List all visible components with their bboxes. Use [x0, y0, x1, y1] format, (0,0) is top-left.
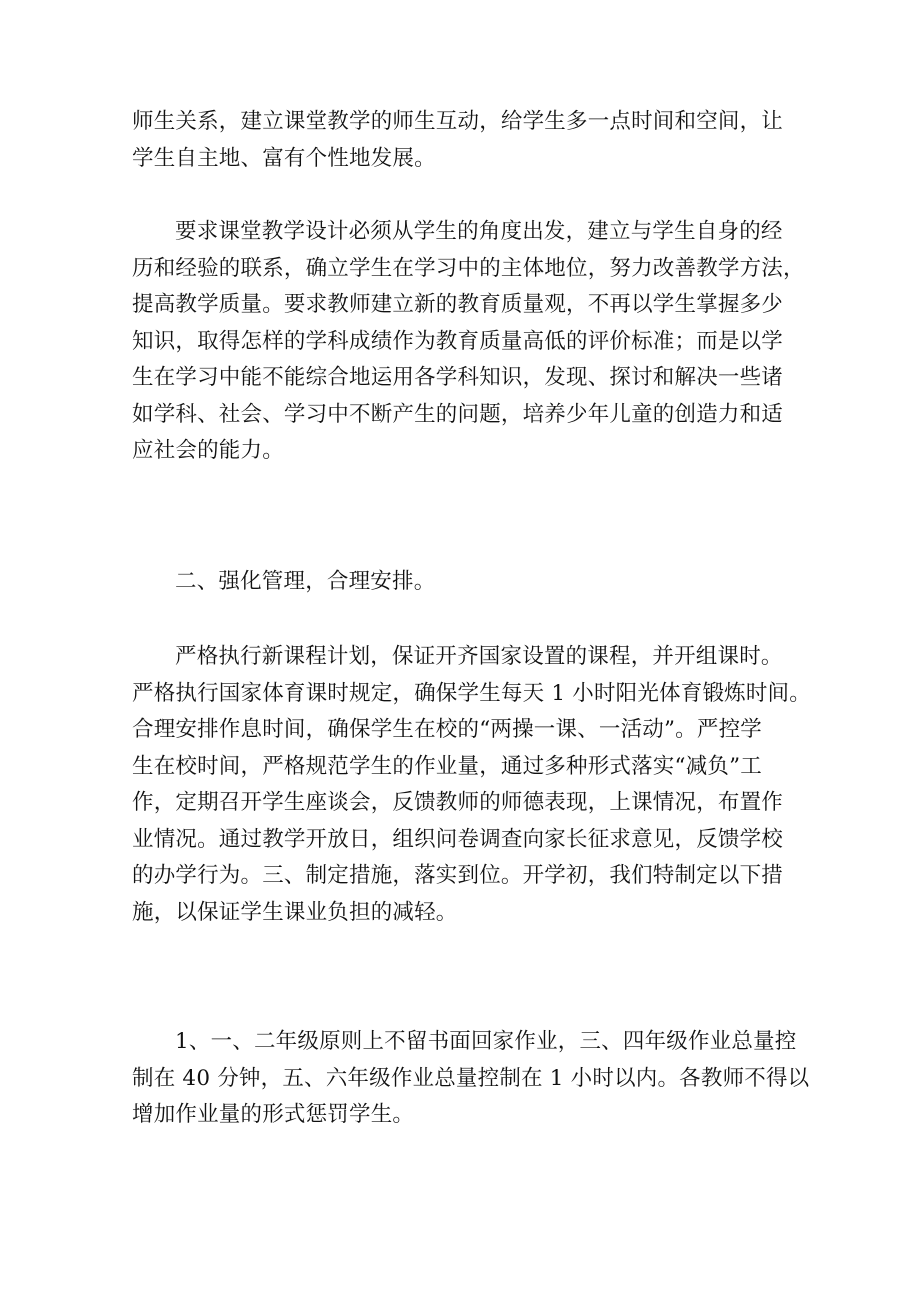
section-heading-management — [132, 564, 812, 601]
text-line: 的办学行为。三、制定措施，落实到位。开学初，我们特制定以下措 — [132, 863, 784, 888]
paragraph-homework-limits — [132, 1024, 812, 1134]
text-line: 业情况。通过教学开放日，组织问卷调查向家长征求意见，反馈学校 — [132, 826, 784, 852]
text-line: 增加作业量的形式惩罚学生。 — [132, 1102, 415, 1127]
text-line: 要求课堂教学设计必须从学生的角度出发，建立与学生自身的经 — [175, 219, 783, 244]
text-line: 提高教学质量。要求教师建立新的教育质量观，不再以学生掌握多少 — [132, 292, 784, 317]
text-line: 作，定期召开学生座谈会，反馈教师的师德表现，上课情况，布置作 — [132, 790, 784, 815]
text-line: 师生关系，建立课堂教学的师生互动，给学生多一点时间和空间，让 — [132, 109, 784, 134]
paragraph-curriculum-plan — [132, 639, 812, 931]
text-line: 制在 40 分钟，五、六年级作业总量控制在 1 小时以内。各教师不得以 — [132, 1065, 810, 1091]
text-line: 1、一、二年级原则上不留书面回家作业，三、四年级作业总量控 — [175, 1029, 797, 1054]
text-line: 历和经验的联系，确立学生在学习中的主体地位，努力改善教学方法， — [132, 255, 805, 281]
text-line: 严格执行国家体育课时规定，确保学生每天 1 小时阳光体育锻炼时间。 — [132, 680, 811, 706]
text-line: 合理安排作息时间，确保学生在校的“两操一课、一活动”。严控学 — [132, 717, 762, 742]
paragraph-teacher-student-relations — [132, 104, 812, 177]
text-line: 如学科、社会、学习中不断产生的问题，培养少年儿童的创造力和适 — [132, 401, 784, 427]
text-line: 严格执行新课程计划，保证开齐国家设置的课程，并开组课时。 — [175, 644, 783, 669]
text-line: 学生自主地、富有个性地发展。 — [132, 145, 436, 171]
text-line: 生在学习中能不能综合地运用各学科知识，发现、探讨和解决一些诸 — [132, 365, 784, 390]
paragraph-classroom-design — [132, 214, 812, 470]
text-line: 二、强化管理，合理安排。 — [175, 569, 436, 594]
text-line: 知识，取得怎样的学科成绩作为教育质量高低的评价标准；而是以学 — [132, 328, 784, 354]
text-line: 生在校时间，严格规范学生的作业量，通过多种形式落实“减负”工 — [132, 753, 762, 779]
text-line: 应社会的能力。 — [132, 438, 284, 463]
text-line: 施，以保证学生课业负担的减轻。 — [132, 899, 458, 925]
